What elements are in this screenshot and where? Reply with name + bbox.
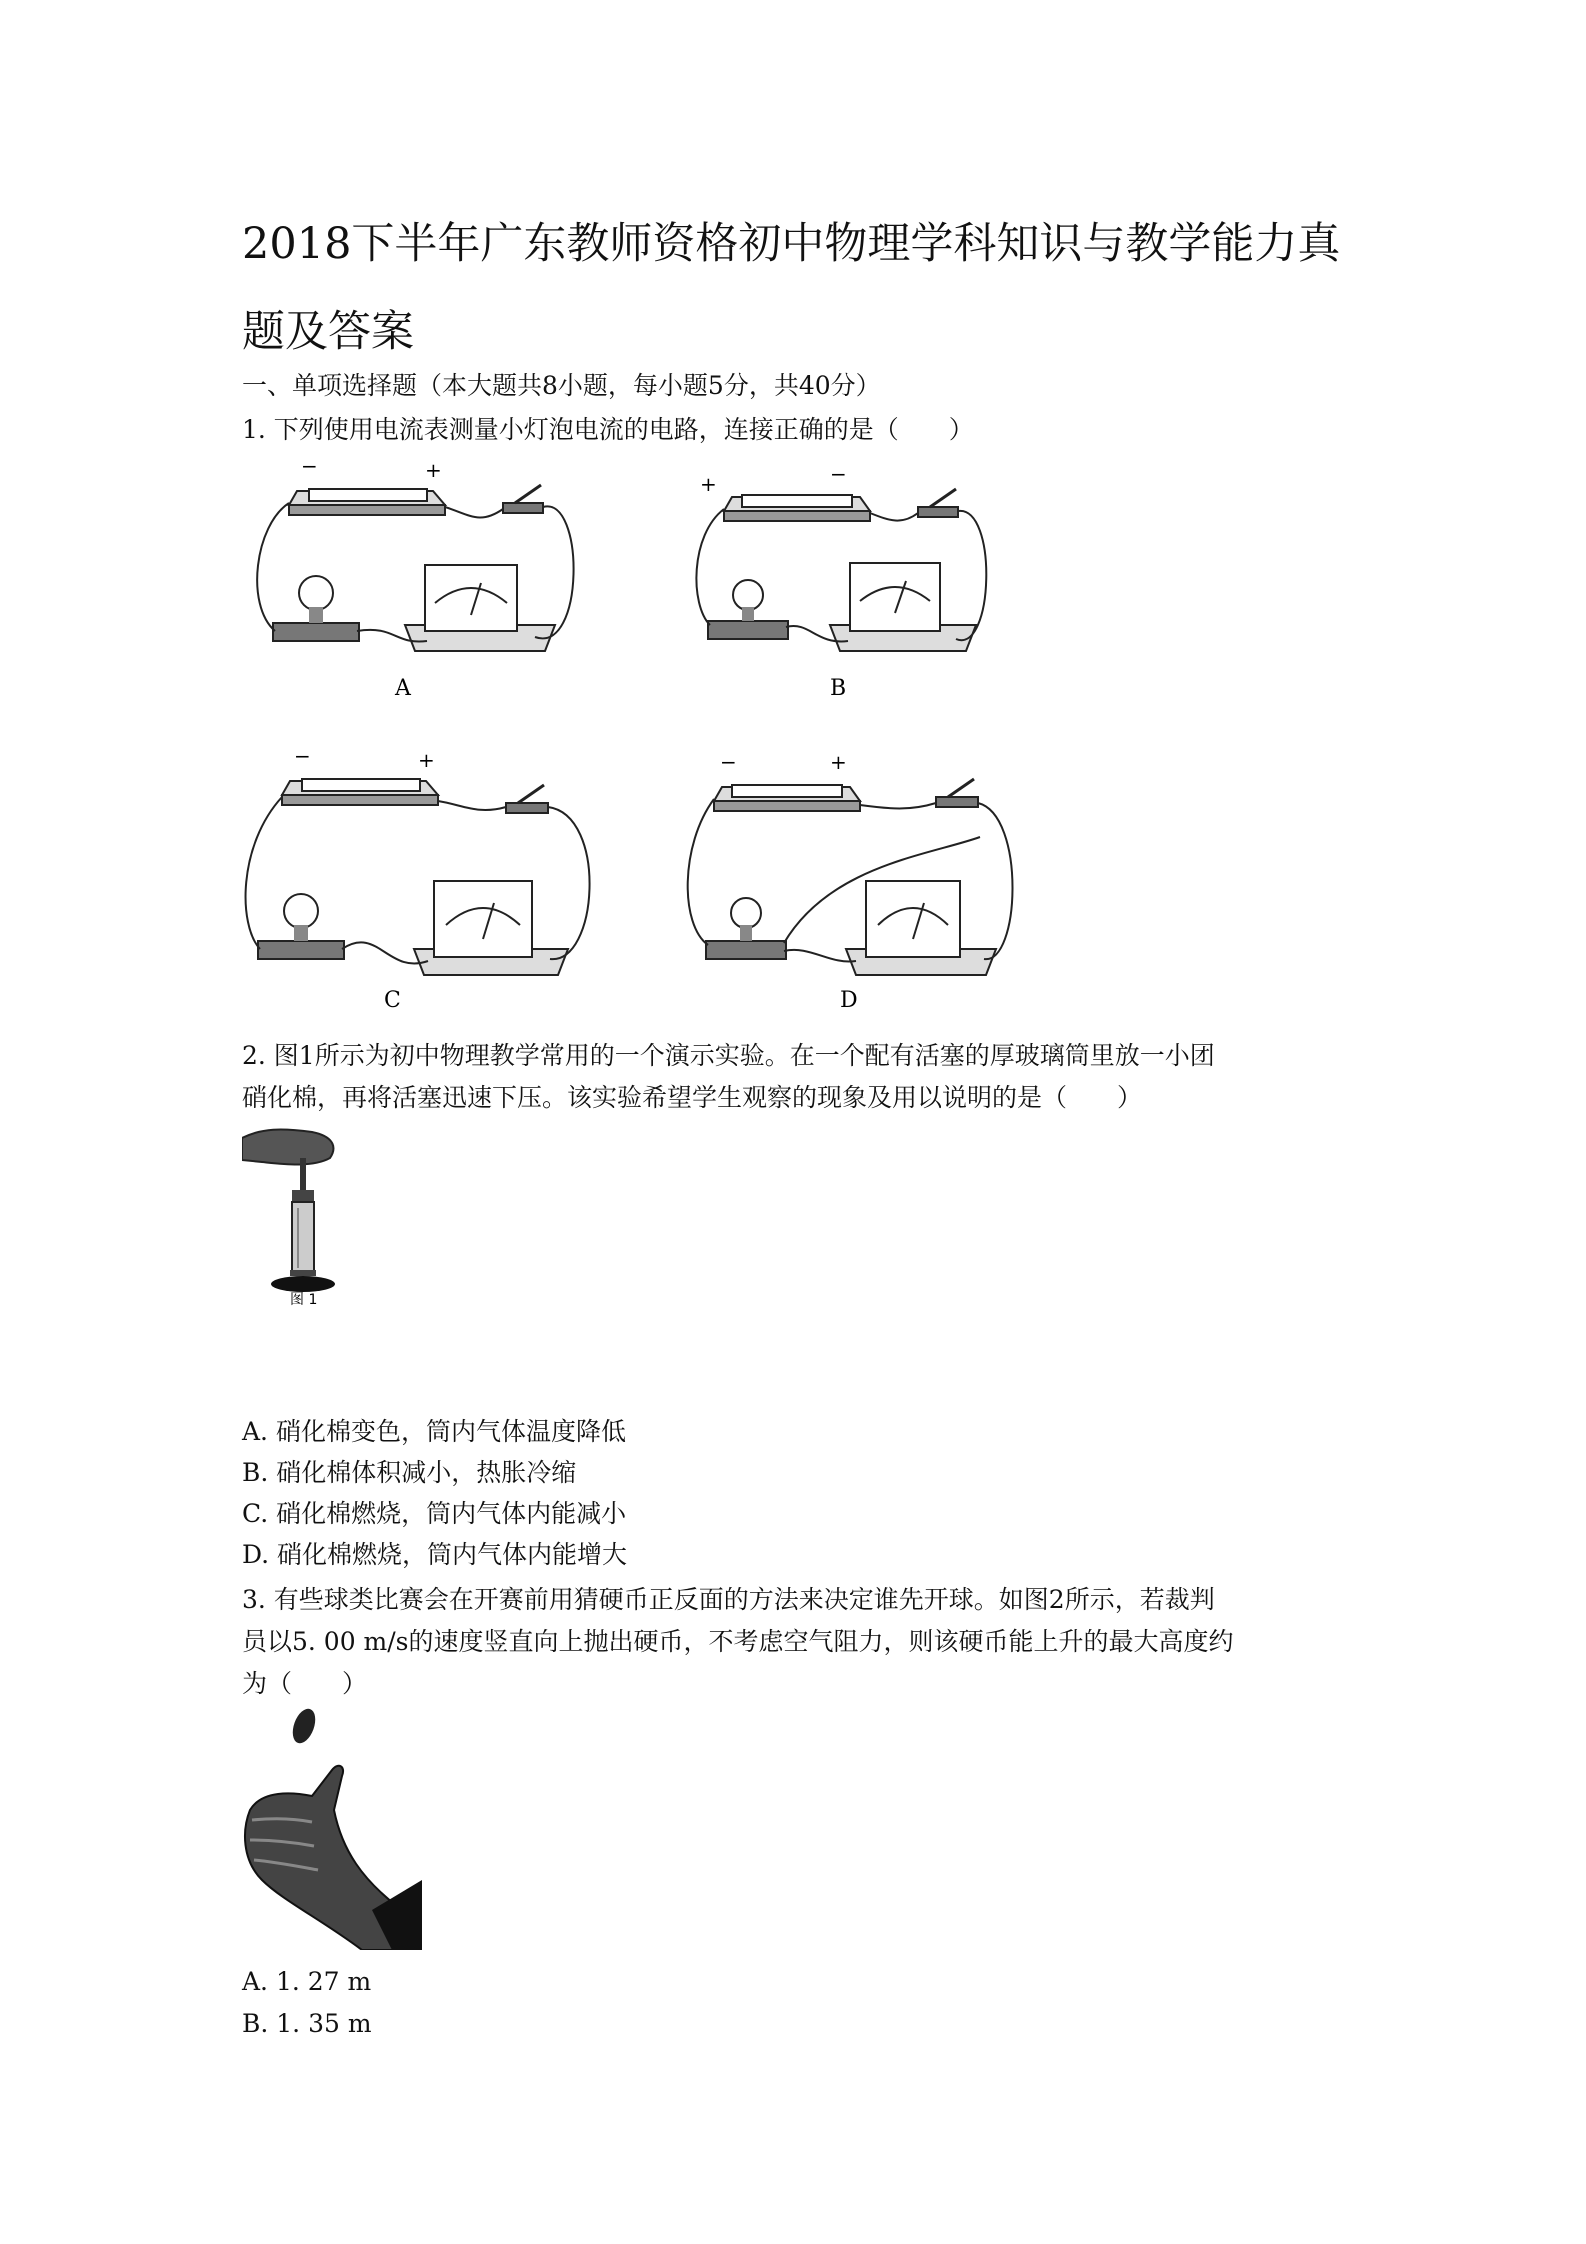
question-3-stem-line-3: 为（ ） [242, 1669, 368, 1698]
figure-label: B [830, 676, 847, 701]
circuit-figure-a [245, 455, 605, 715]
figure-caption: 图 1 [290, 1292, 318, 1308]
terminal-label: + [700, 472, 717, 496]
question-2-option-c: C. 硝化棉燃烧，筒内气体内能减小 [242, 1499, 627, 1528]
terminal-label: − [720, 750, 737, 774]
figure-label: D [840, 988, 858, 1013]
question-2-stem-line-1: 2. 图1所示为初中物理教学常用的一个演示实验。在一个配有活塞的厚玻璃筒里放一小团 [242, 1041, 1215, 1070]
circuit-figure-c [238, 745, 618, 1015]
terminal-label: − [830, 462, 847, 486]
figure-2-coin-toss [242, 1700, 422, 1950]
terminal-label: + [425, 458, 442, 482]
section-heading: 一、单项选择题（本大题共8小题，每小题5分，共40分） [242, 371, 881, 400]
question-1-stem: 1. 下列使用电流表测量小灯泡电流的电路，连接正确的是（ ） [242, 415, 974, 444]
page-title: 2018下半年广东教师资格初中物理学科知识与教学能力真题及答案 [242, 219, 1341, 357]
question-2-option-d: D. 硝化棉燃烧，筒内气体内能增大 [242, 1540, 628, 1569]
circuit-figure-d [680, 745, 1040, 1015]
circuit-figure-b [680, 455, 1040, 715]
terminal-label: + [830, 750, 847, 774]
figure-1-piston-cylinder [242, 1118, 352, 1308]
question-2-stem-line-2: 硝化棉，再将活塞迅速下压。该实验希望学生观察的现象及用以说明的是（ ） [242, 1083, 1143, 1112]
question-3-option-a: A. 1. 27 m [242, 1967, 372, 1996]
question-3-stem-line-2: 员以5. 00 m/s的速度竖直向上抛出硬币，不考虑空气阻力，则该硬币能上升的最大高度约 [242, 1627, 1234, 1656]
terminal-label: + [418, 748, 435, 772]
figure-label: A [395, 676, 411, 701]
question-3-option-b: B. 1. 35 m [242, 2009, 372, 2038]
terminal-label: − [294, 745, 311, 768]
question-3-stem-line-1: 3. 有些球类比赛会在开赛前用猜硬币正反面的方法来决定谁先开球。如图2所示，若裁判 [242, 1585, 1215, 1614]
figure-label: C [384, 988, 401, 1013]
terminal-label: − [301, 455, 318, 478]
question-2-option-a: A. 硝化棉变色，筒内气体温度降低 [242, 1417, 626, 1446]
question-2-option-b: B. 硝化棉体积减小，热胀冷缩 [242, 1458, 577, 1487]
